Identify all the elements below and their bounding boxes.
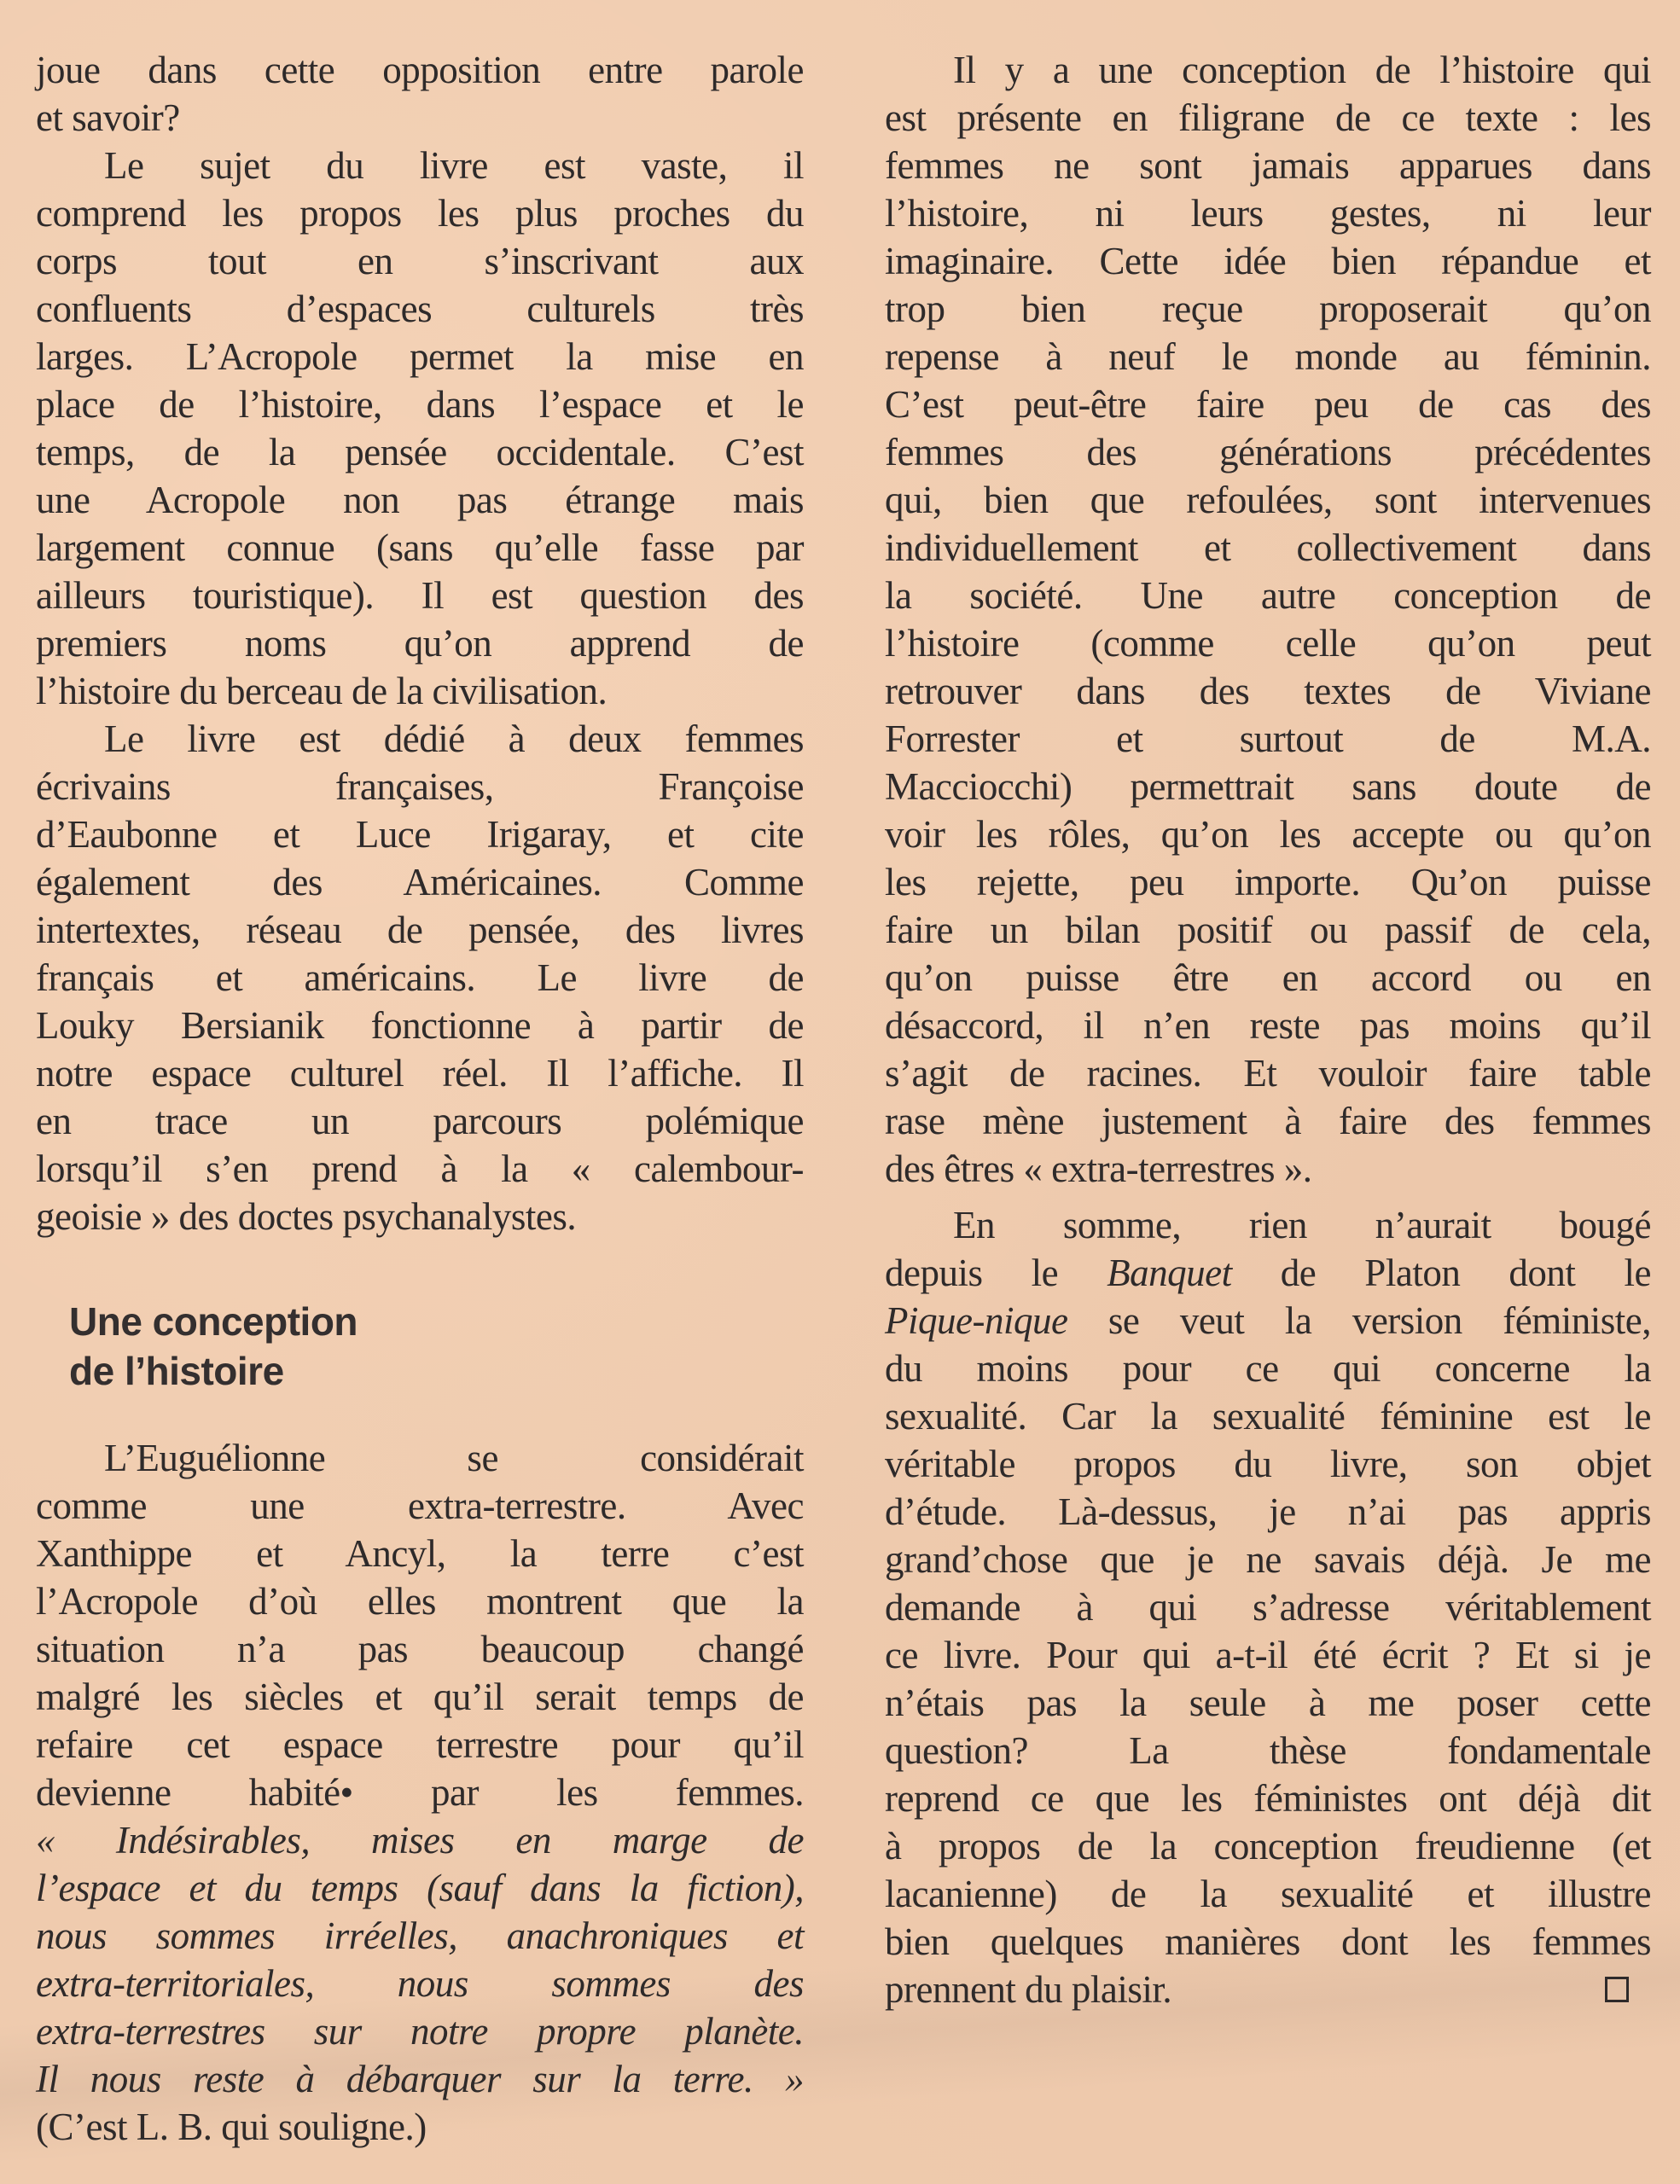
text-line: l’histoire, ni leurs gestes, ni leur (885, 192, 1651, 235)
text-line: Macciocchi) permettrait sans doute de (885, 765, 1651, 808)
text-line: Le sujet du livre est vaste, il (104, 144, 804, 187)
text-run: véritable propos du livre, son objet (885, 1443, 1651, 1485)
text-line: en trace un parcours polémique (36, 1100, 804, 1142)
text-line: qu’on puisse être en accord ou en (885, 956, 1651, 999)
text-line (885, 1536, 1651, 1583)
text-line (885, 1774, 1651, 1822)
text-line: Il nous reste à débarquer sur la terre. » (36, 2058, 804, 2100)
text-line: également des Américaines. Comme (36, 861, 804, 903)
text-run: grand’chose que je ne savais déjà. Je me (885, 1538, 1651, 1581)
text-run: n’étais pas la seule à me poser cette (885, 1682, 1651, 1724)
text-line (885, 1966, 1651, 2013)
text-line: « Indésirables, mises en marge de (36, 1819, 804, 1862)
text-line (885, 1249, 1651, 1297)
text-run: prennent du plaisir. (885, 1968, 1172, 2011)
text-line (885, 1345, 1651, 1392)
text-line: extra-terrestres sur notre propre planète. (36, 2010, 804, 2053)
text-line: qui, bien que refoulées, sont intervenues (885, 479, 1651, 521)
text-line: l’espace et du temps (sauf dans la fiction), (36, 1867, 804, 1909)
text-line: geoisie » des doctes psychanalystes. (36, 1195, 577, 1238)
text-run: du moins pour ce qui concerne la (885, 1347, 1651, 1390)
text-line: est présente en filigrane de ce texte : les (885, 96, 1651, 139)
text-line: C’est peut-être faire peu de cas des (885, 383, 1651, 426)
text-line (885, 1822, 1651, 1870)
text-run: demande à qui s’adresse véritablement (885, 1586, 1651, 1629)
text-line: d’Eaubonne et Luce Irigaray, et cite (36, 813, 804, 856)
text-line: joue dans cette opposition entre parole (36, 49, 804, 91)
text-line: notre espace culturel réel. Il l’affiche. Il (36, 1052, 804, 1095)
text-run: ce livre. Pour qui a-t-il été écrit ? Et si je (885, 1634, 1651, 1676)
text-line: Le livre est dédié à deux femmes (104, 717, 804, 760)
text-line: corps tout en s’inscrivant aux (36, 240, 804, 282)
text-line: français et américains. Le livre de (36, 956, 804, 999)
text-line: repense à neuf le monde au féminin. (885, 335, 1651, 378)
left-column (36, 0, 804, 2184)
text-line: ailleurs touristique). Il est question des (36, 574, 804, 617)
section-heading (69, 1297, 358, 1396)
text-line: une Acropole non pas étrange mais (36, 479, 804, 521)
text-line: comprend les propos les plus proches du (36, 192, 804, 235)
text-run: question? La thèse fondamentale (885, 1729, 1651, 1772)
text-line: imaginaire. Cette idée bien répandue et (885, 240, 1651, 282)
text-line (885, 1201, 1651, 1249)
text-line: désaccord, il n’en reste pas moins qu’il (885, 1004, 1651, 1047)
text-run: d’étude. Là-dessus, je n’ai pas appris (885, 1490, 1651, 1533)
text-run: reprend ce que les féministes ont déjà dit (885, 1777, 1651, 1820)
text-line: malgré les siècles et qu’il serait temps de (36, 1676, 804, 1718)
text-run: depuis le (885, 1252, 1107, 1294)
text-line: largement connue (sans qu’elle fasse par (36, 526, 804, 569)
text-line (885, 1679, 1651, 1727)
text-line: nous sommes irréelles, anachroniques et (36, 1914, 804, 1957)
text-line: écrivains françaises, Françoise (36, 765, 804, 808)
text-line: refaire cet espace terrestre pour qu’il (36, 1723, 804, 1766)
text-line: individuellement et collectivement dans (885, 526, 1651, 569)
text-line (885, 1488, 1651, 1536)
text-line: premiers noms qu’on apprend de (36, 622, 804, 665)
italic-title: Banquet (1107, 1252, 1232, 1294)
text-line (885, 1392, 1651, 1440)
text-line: situation n’a pas beaucoup changé (36, 1628, 804, 1670)
heading-line: Une conception (69, 1299, 358, 1344)
text-line: voir les rôles, qu’on les accepte ou qu’on (885, 813, 1651, 856)
text-line: s’agit de racines. Et vouloir faire table (885, 1052, 1651, 1095)
text-line: Louky Bersianik fonctionne à partir de (36, 1004, 804, 1047)
text-line (885, 1918, 1651, 1966)
text-line: (C’est L. B. qui souligne.) (36, 2106, 427, 2148)
italic-title: Pique-nique (885, 1299, 1068, 1342)
text-line: devienne habité• par les femmes. (36, 1771, 804, 1814)
text-line: confluents d’espaces culturels très (36, 288, 804, 330)
text-line: place de l’histoire, dans l’espace et le (36, 383, 804, 426)
text-line: intertextes, réseau de pensée, des livres (36, 909, 804, 951)
text-run: se veut la version féministe, (1067, 1299, 1651, 1342)
text-line: femmes ne sont jamais apparues dans (885, 144, 1651, 187)
text-line: la société. Une autre conception de (885, 574, 1651, 617)
text-line: rase mène justement à faire des femmes (885, 1100, 1651, 1142)
text-line: et savoir? (36, 96, 180, 139)
text-line: extra-territoriales, nous sommes des (36, 1962, 804, 2005)
text-run: sexualité. Car la sexualité féminine est le (885, 1395, 1651, 1438)
text-line (885, 1870, 1651, 1918)
text-line: faire un bilan positif ou passif de cela, (885, 909, 1651, 951)
text-run: à propos de la conception freudienne (et (885, 1825, 1651, 1867)
heading-line: de l’histoire (69, 1349, 284, 1393)
text-line (885, 1297, 1651, 1345)
text-run: lacanienne) de la sexualité et illustre (885, 1873, 1651, 1915)
text-line: comme une extra-terrestre. Avec (36, 1484, 804, 1527)
text-line (885, 1727, 1651, 1774)
text-line: Forrester et surtout de M.A. (885, 717, 1651, 760)
text-line: les rejette, peu importe. Qu’on puisse (885, 861, 1651, 903)
text-line (885, 1583, 1651, 1631)
text-line: femmes des générations précédentes (885, 431, 1651, 473)
text-line (885, 1631, 1651, 1679)
text-line: Xanthippe et Ancyl, la terre c’est (36, 1532, 804, 1575)
text-line: retrouver dans des textes de Viviane (885, 670, 1651, 712)
text-line (885, 1440, 1651, 1488)
text-line: trop bien reçue proposerait qu’on (885, 288, 1651, 330)
text-run: de Platon dont le (1231, 1252, 1651, 1294)
text-line: l’histoire (comme celle qu’on peut (885, 622, 1651, 665)
text-line: Il y a une conception de l’histoire qui (953, 49, 1651, 91)
text-line: l’histoire du berceau de la civilisation. (36, 670, 607, 712)
right-column (885, 0, 1651, 2184)
text-run: bien quelques manières dont les femmes (885, 1920, 1651, 1963)
text-line: temps, de la pensée occidentale. C’est (36, 431, 804, 473)
text-line: lorsqu’il s’en prend à la « calembour- (36, 1147, 804, 1190)
text-line: L’Euguélionne se considérait (104, 1437, 804, 1479)
end-of-article-box-icon (1605, 1977, 1629, 2002)
text-line: des êtres « extra-terrestres ». (885, 1147, 1312, 1190)
text-line: l’Acropole d’où elles montrent que la (36, 1580, 804, 1623)
text-line: larges. L’Acropole permet la mise en (36, 335, 804, 378)
text-run: En somme, rien n’aurait bougé (953, 1204, 1651, 1246)
